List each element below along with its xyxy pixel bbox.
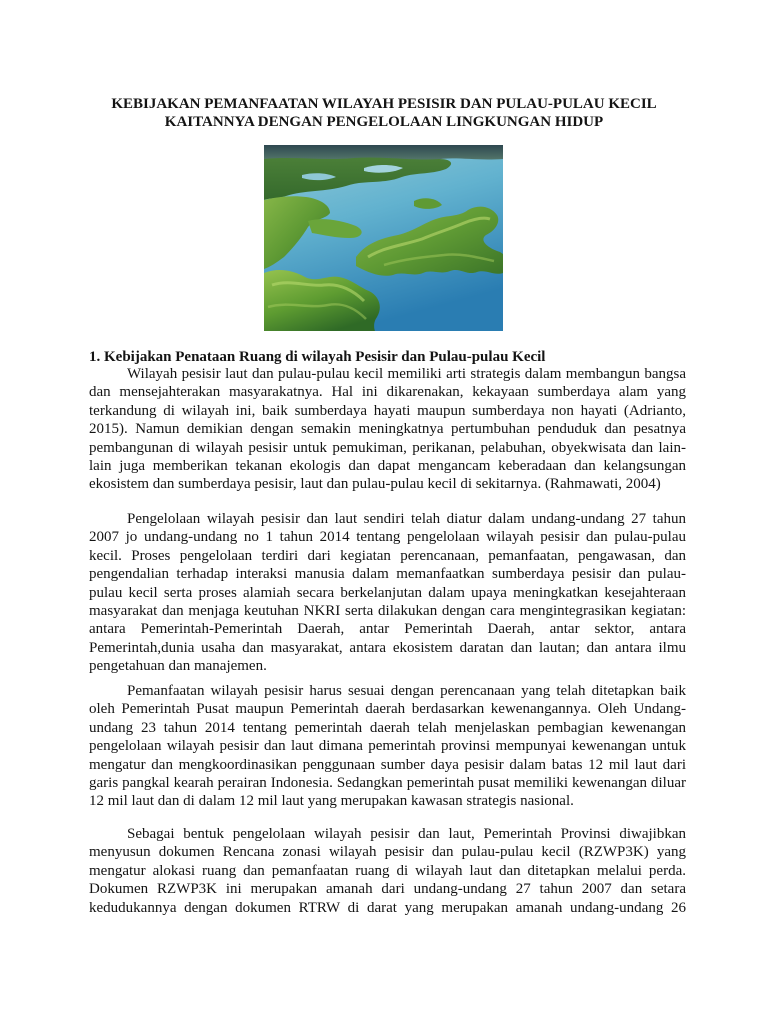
paragraph-line: oleh Pemerintah Pusat maupun Pemerintah daerah berdasarkan kewenangannya. Oleh Undang-: [89, 701, 686, 718]
paragraph-line: lain juga memberikan tekanan ekologis dan dapat mengancam keberadaan dan kelangsungan: [89, 457, 686, 474]
document-title: [0, 95, 768, 132]
paragraph-line: Pemanfaatan wilayah pesisir harus sesuai dengan perencanaan yang telah ditetapkan baik: [127, 683, 686, 699]
paragraph-line: pengelolaan wilayah pesisir dan laut dimana pemerintah provinsi mempunyai kewenangan untuk: [89, 738, 686, 755]
paragraph-line: pengetahuan dan manajemen.: [89, 658, 267, 675]
paragraph-line: pengendalian terhadap interaksi manusia dalam memanfaatkan sumberdaya pesisir dan pulau-: [89, 566, 686, 583]
paragraph-4: [89, 825, 686, 917]
paragraph-line: ekosistem dan sumberdaya pesisir, laut dan pulau-pulau kecil di sekitarnya. (Rahmawati, 2004): [89, 476, 661, 493]
paragraph-line: kecil. Proses pengelolaan terdiri dari kegiatan perencanaan, pemanfaatan, pengawasan, dan: [89, 547, 686, 564]
paragraph-line: mengatur alokasi ruang dan pemanfaatan ruang di wilayah laut dan ditetapkan melalui perda.: [89, 862, 686, 879]
paragraph-line: Sebagai bentuk pengelolaan wilayah pesisir dan laut, Pemerintah Provinsi diwajibkan: [127, 826, 686, 842]
paragraph-line: 2007 jo undang-undang no 1 tahun 2014 tentang pengelolaan wilayah pesisir dan pulau-pulau: [89, 529, 686, 546]
paragraph-line: Pengelolaan wilayah pesisir dan laut sendiri telah diatur dalam undang-undang 27 tahun: [127, 511, 686, 527]
paragraph-line: masyarakat dan menjaga keutuhan NKRI serta dilakukan dengan cara mengintegrasikan kegiatan:: [89, 602, 686, 619]
title-line: KEBIJAKAN PEMANFAATAN WILAYAH PESISIR DAN PULAU-PULAU KECIL: [111, 96, 657, 112]
paragraph-line: pulau kecil serta proses alamiah secara berkelanjutan dalam upaya meningkatkan kesejahteraan: [89, 584, 686, 601]
paragraph-1: [89, 365, 686, 494]
paragraph-line: mengatur dan mengkoordinasikan penggunaan sumber daya pesisir dalam batas 12 mil laut dari: [89, 756, 686, 773]
paragraph-line: terkandung di wilayah ini, baik sumberdaya hayati maupun sumberdaya non hayati (Adrianto,: [89, 402, 686, 419]
title-line: KAITANNYA DENGAN PENGELOLAAN LINGKUNGAN HIDUP: [164, 114, 604, 131]
paragraph-line: Wilayah pesisir laut dan pulau-pulau kecil memiliki arti strategis dalam membangun bangsa: [127, 366, 686, 382]
paragraph-line: Pemerintah,dunia usaha dan masyarakat, antara ekosistem daratan dan lautan; dan antara ilmu: [89, 639, 686, 656]
paragraph-line: kedudukannya dengan dokumen RTRW di darat yang merupakan amanah undang-undang 26: [89, 899, 686, 916]
paragraph-line: garis pangkal kearah perairan Indonesia. Sedangkan pemerintah pusat memiliki kewenangan diluar: [89, 774, 686, 791]
paragraph-line: menyusun dokumen Rencana zonasi wilayah pesisir dan pulau-pulau kecil (RZWP3K) yang: [89, 844, 686, 861]
paragraph-line: Dokumen RZWP3K ini merupakan amanah dari undang-undang 27 tahun 2007 dan setara: [89, 881, 686, 898]
paragraph-3: [89, 682, 686, 811]
paragraph-line: 12 mil laut dan di dalam 12 mil laut yang merupakan kawasan strategis nasional.: [89, 793, 574, 810]
paragraph-line: antara Pemerintah-Pemerintah Daerah, antar Pemerintah Daerah, antar sektor, antara: [89, 621, 686, 638]
paragraph-line: 2015). Namun demikian dengan semakin meningkatnya pertumbuhan penduduk dan pesatnya: [89, 421, 686, 438]
paragraph-line: dan mensejahterakan masyarakatnya. Hal ini dikarenakan, kekayaan sumberdaya alam yang: [89, 384, 686, 401]
paragraph-line: undang 23 tahun 2014 tentang pemerintah daerah telah menjelaskan pembagian kewenangan: [89, 719, 686, 736]
paragraph-line: pembangunan di wilayah pesisir untuk pemukiman, perikanan, pelabuhan, obyekwisata dan lain-: [89, 439, 686, 456]
paragraph-2: [89, 510, 686, 676]
island-aerial-photo: [264, 145, 503, 331]
section-heading: 1. Kebijakan Penataan Ruang di wilayah Pesisir dan Pulau-pulau Kecil: [89, 349, 546, 365]
